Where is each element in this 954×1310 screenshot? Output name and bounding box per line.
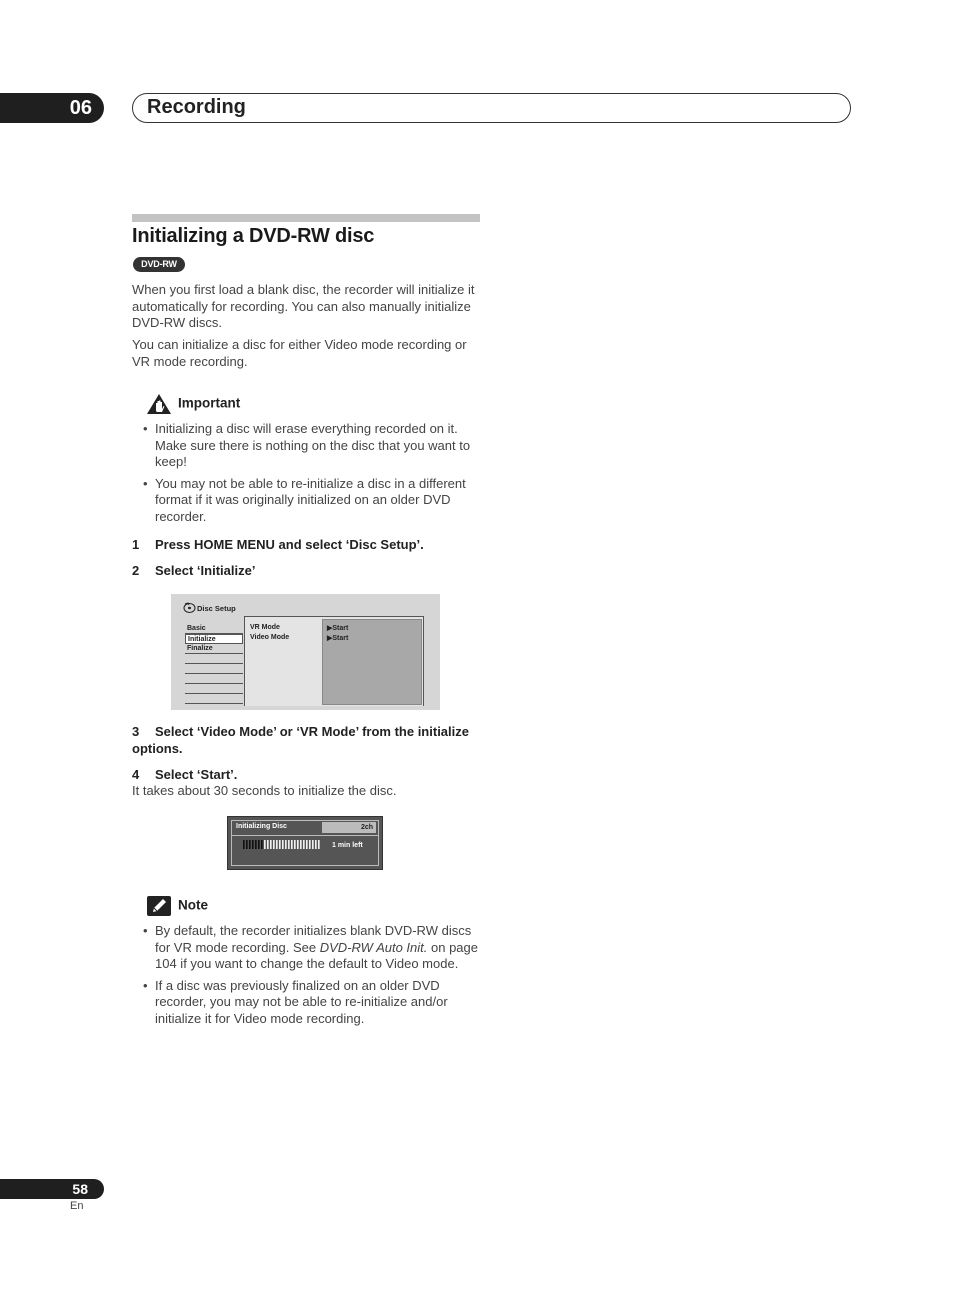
time-left: 1 min left	[332, 842, 363, 849]
step-1	[132, 536, 480, 553]
step-text: Select ‘Start’.	[155, 767, 238, 782]
progress-segment	[297, 840, 299, 849]
disc-type-badge: DVD-RW	[133, 257, 185, 272]
progress-segment	[303, 840, 305, 849]
menu-item-finalize[interactable]: Finalize	[185, 644, 243, 654]
step-4-description: It takes about 30 seconds to initialize the disc.	[132, 783, 397, 798]
initializing-screen	[227, 816, 383, 870]
progress-segment	[258, 840, 260, 849]
disc-setup-screen	[171, 594, 440, 710]
pencil-note-icon	[146, 895, 172, 917]
progress-segment	[264, 840, 266, 849]
progress-segment	[255, 840, 257, 849]
progress-segment	[318, 840, 320, 849]
step-number: 3	[132, 724, 140, 739]
step-text: Select ‘Initialize’	[155, 563, 256, 578]
note-text: By default, the recorder initializes blank DVD-RW discs for VR mode recording. See	[155, 923, 472, 955]
disc-setup-title: Disc Setup	[197, 604, 236, 613]
progress-segment	[243, 840, 245, 849]
language-code: En	[70, 1200, 84, 1212]
progress-segment	[288, 840, 290, 849]
start-label: Start	[332, 625, 349, 632]
initialize-panel	[244, 616, 424, 706]
progress-segment	[300, 840, 302, 849]
step-4	[132, 766, 480, 783]
initialize-options	[250, 623, 289, 643]
progress-segment	[294, 840, 296, 849]
note-reference: DVD-RW Auto Init.	[319, 939, 428, 955]
progress-segment	[282, 840, 284, 849]
note-list	[141, 923, 481, 1033]
note-label: Note	[178, 897, 208, 913]
start-column	[322, 619, 422, 705]
start-label: Start	[332, 635, 349, 642]
progress-segment	[312, 840, 314, 849]
disc-setup-menu	[185, 624, 243, 704]
step-text: Select ‘Video Mode’ or ‘VR Mode’ from the initialize options.	[132, 724, 469, 756]
step-number: 2	[132, 563, 140, 578]
progress-segment	[261, 840, 263, 849]
chapter-title: Recording	[147, 96, 246, 118]
menu-item-empty	[185, 674, 243, 684]
note-text: on page 104 if you want to change the default to Video mode.	[155, 939, 478, 972]
important-list	[141, 421, 481, 531]
step-text: Press HOME MENU and select ‘Disc Setup’.	[155, 537, 424, 552]
section-title: Initializing a DVD-RW disc	[132, 225, 375, 247]
progress-segment	[276, 840, 278, 849]
progress-segment	[291, 840, 293, 849]
progress-segment	[315, 840, 317, 849]
progress-segment	[309, 840, 311, 849]
start-video-button[interactable]: ▶Start	[327, 635, 349, 642]
progress-bar	[243, 840, 321, 849]
note-item	[141, 923, 481, 973]
menu-item-initialize[interactable]: Initialize	[185, 634, 243, 644]
important-item: • Initializing a disc will erase everything recorded on it. Make sure there is nothing on the disc that you want to keep!	[141, 421, 481, 471]
important-label: Important	[178, 395, 241, 411]
step-2	[132, 562, 480, 579]
progress-segment	[246, 840, 248, 849]
page-number: 58	[0, 1179, 104, 1199]
menu-item-empty	[185, 684, 243, 694]
initializing-title: Initializing Disc	[236, 823, 287, 830]
disc-setup-icon	[183, 602, 196, 613]
progress-segment	[270, 840, 272, 849]
option-vr-mode[interactable]: VR Mode	[250, 624, 280, 631]
progress-segment	[306, 840, 308, 849]
important-heading	[146, 393, 240, 415]
start-values	[327, 624, 348, 644]
note-heading	[146, 895, 208, 917]
step-number: 1	[132, 537, 140, 552]
important-item: • You may not be able to re-initialize a disc in a different format if it was originally initialized on an older DVD recorder.	[141, 476, 481, 526]
progress-segment	[252, 840, 254, 849]
menu-item-basic[interactable]: Basic	[185, 624, 243, 634]
menu-item-empty	[185, 664, 243, 674]
menu-item-empty	[185, 654, 243, 664]
note-item: • If a disc was previously finalized on an older DVD recorder, you may not be able to re-initialize and/or initialize it for Video mode recording.	[141, 978, 481, 1028]
intro-paragraph-2: You can initialize a disc for either Video mode recording or VR mode recording.	[132, 337, 467, 369]
warning-hand-icon	[146, 393, 172, 415]
intro-paragraph-1: When you first load a blank disc, the recorder will initialize it automatically for recording. You can also manually initialize DVD-RW discs.	[132, 282, 475, 331]
channel-indicator: 2ch	[322, 822, 376, 833]
section-rule	[132, 214, 480, 222]
progress-segment	[249, 840, 251, 849]
chapter-number-tab: 06	[0, 93, 104, 123]
menu-item-empty	[185, 694, 243, 704]
start-vr-button[interactable]: ▶Start	[327, 625, 349, 632]
progress-segment	[285, 840, 287, 849]
option-video-mode[interactable]: Video Mode	[250, 634, 290, 641]
step-3	[132, 723, 480, 757]
progress-segment	[267, 840, 269, 849]
progress-segment	[279, 840, 281, 849]
chapter-title-bar	[132, 93, 851, 123]
step-number: 4	[132, 767, 140, 782]
progress-segment	[273, 840, 275, 849]
